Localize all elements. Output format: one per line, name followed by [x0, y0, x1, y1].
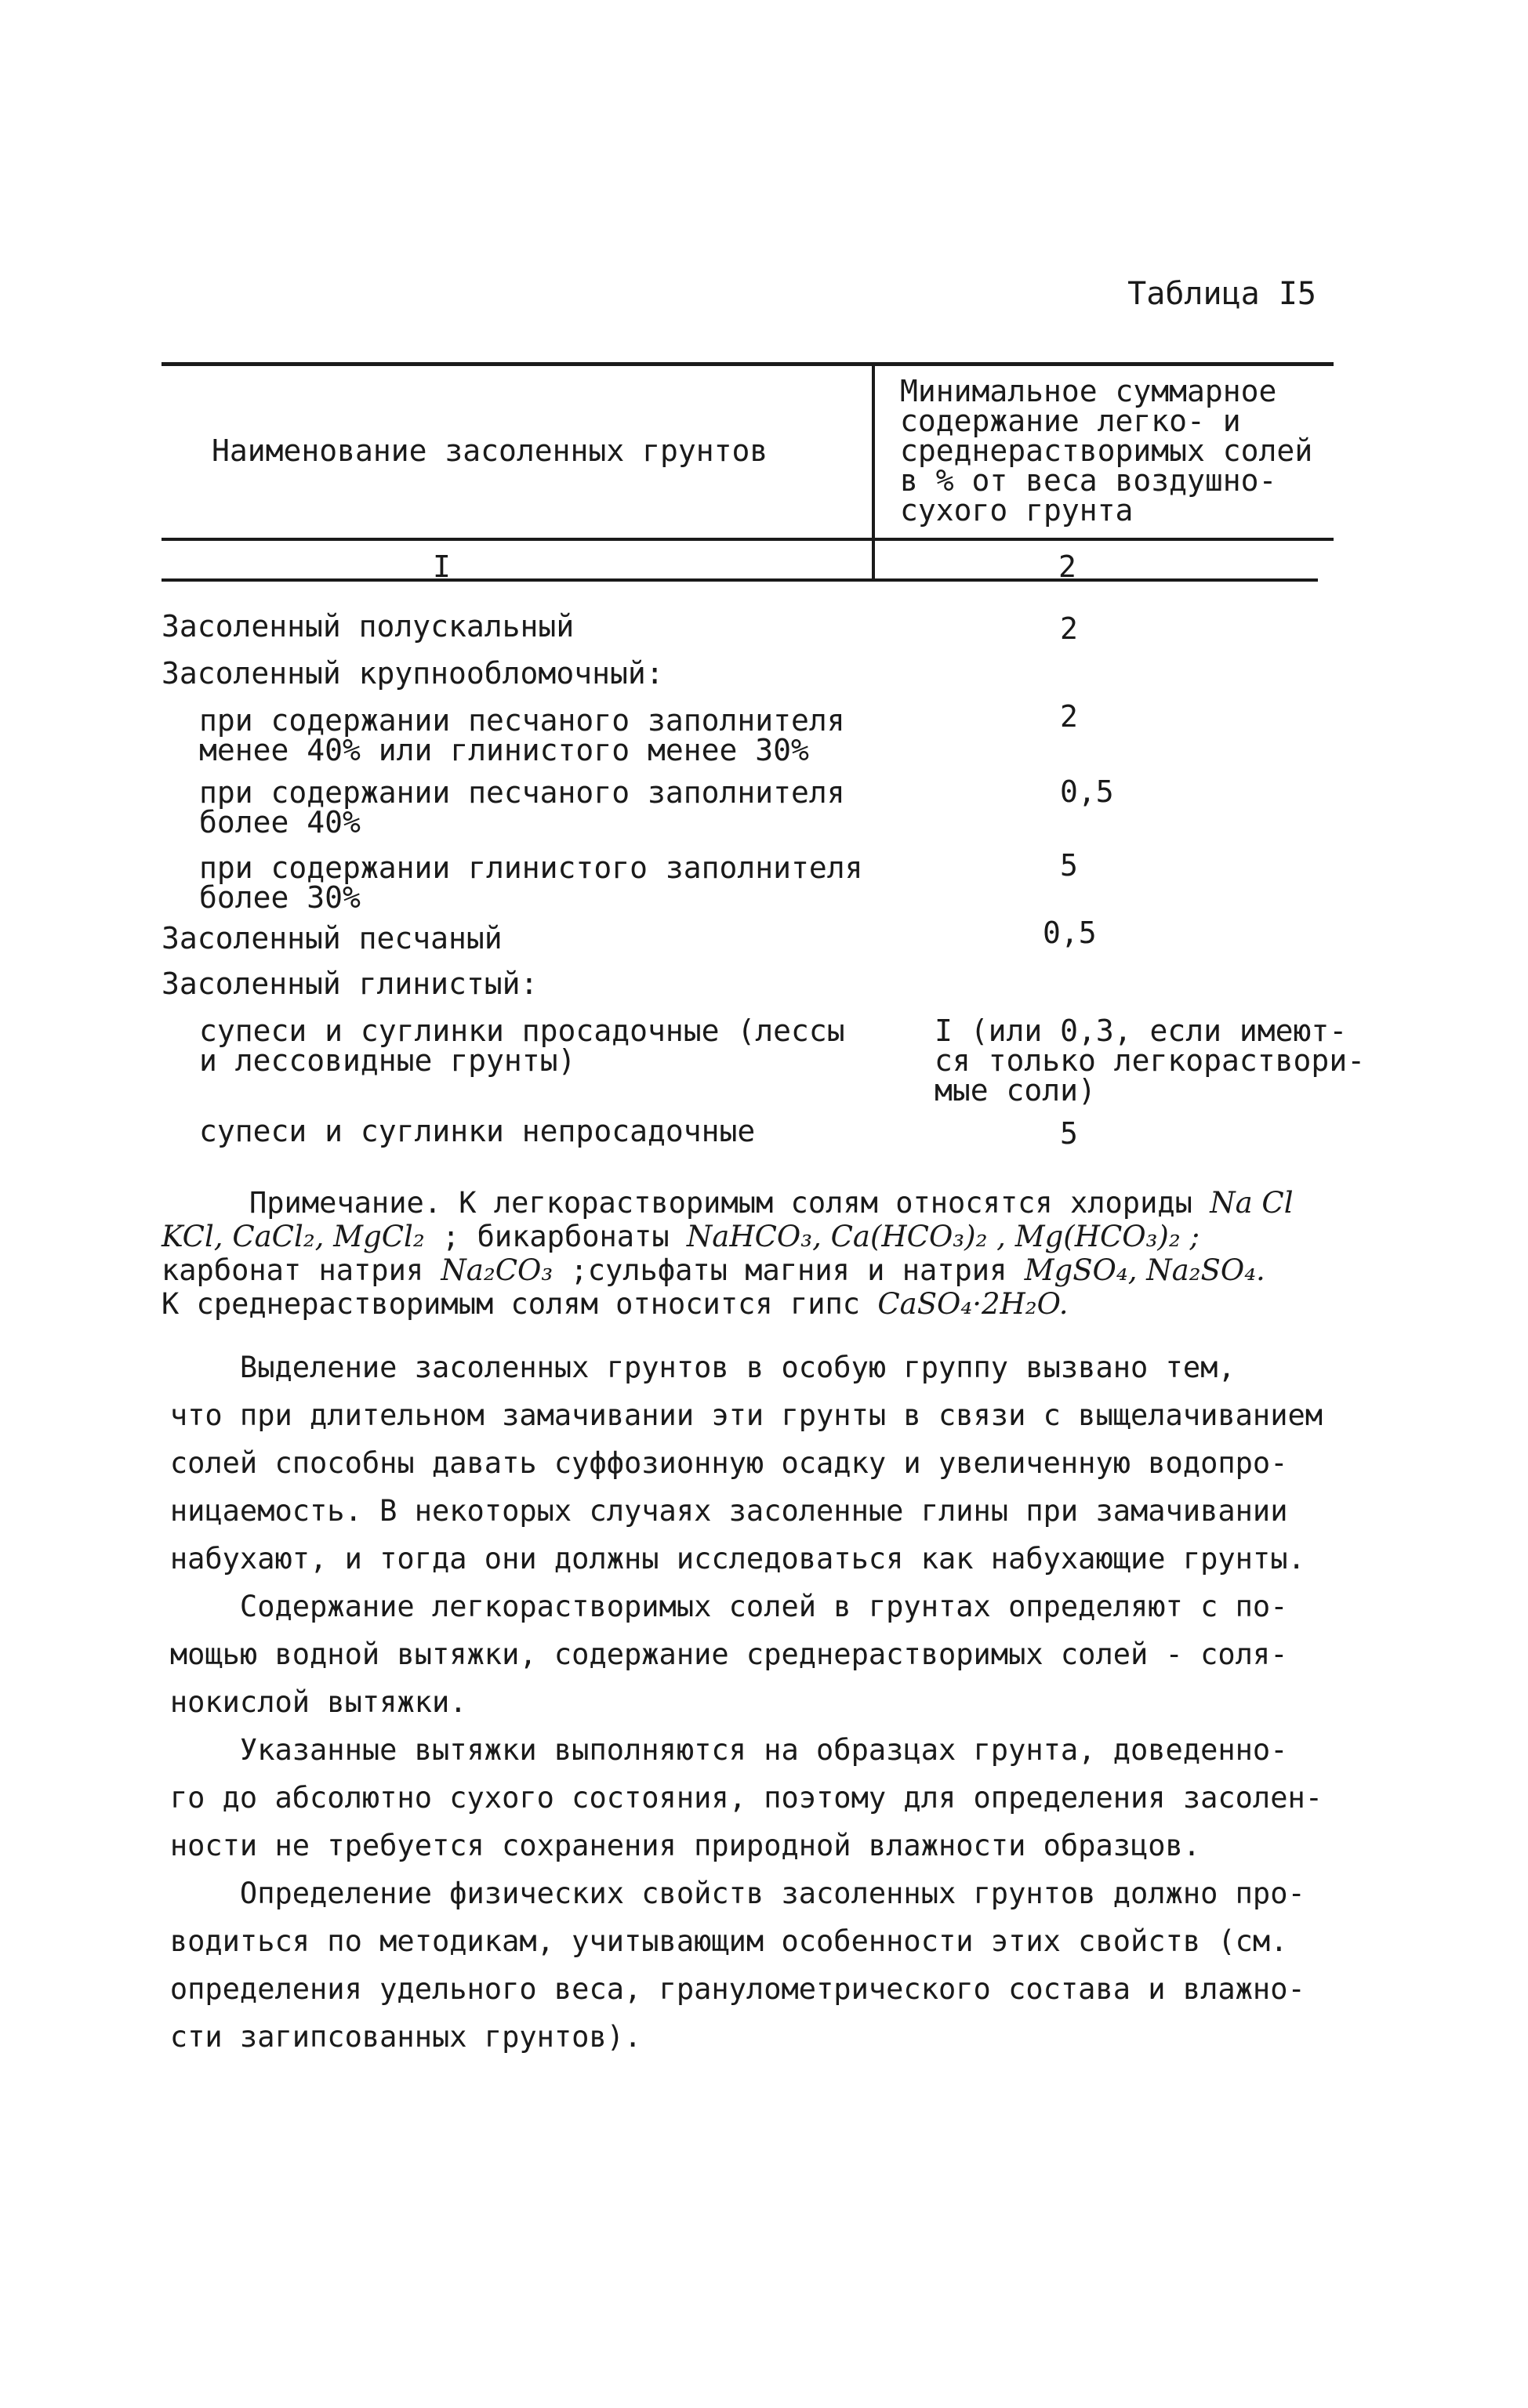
paragraph-line: го до абсолютно сухого состояния, поэтому для определения засолен-: [118, 1781, 1323, 1815]
note-line: [162, 1253, 1385, 1287]
col-number-1: I: [433, 549, 451, 584]
table-row: [162, 921, 503, 956]
note-line: [162, 1287, 1385, 1321]
row-label: более 40%: [199, 805, 361, 840]
row-value: 0,5: [1060, 774, 1114, 809]
note-line: [162, 1222, 1385, 1251]
note-formula: Na Cl: [1210, 1186, 1294, 1220]
note-text: ; бикарбонаты: [442, 1220, 670, 1253]
note-formula: KCl, CaCl₂, MgCl₂: [162, 1220, 425, 1253]
row-label: менее 40% или глинистого менее 30%: [199, 733, 809, 767]
row-label: Засоленный крупнообломочный:: [162, 656, 664, 691]
table-note: [162, 1186, 1385, 1321]
row-value-line: ся только легкораствори-: [935, 1043, 1366, 1078]
table-row: [162, 656, 664, 691]
table-caption: Таблица I5: [1127, 276, 1316, 312]
row-label: Засоленный полускальный: [162, 609, 575, 644]
header-col2-line: среднерастворимых солей: [900, 433, 1313, 468]
row-value: 5: [1060, 848, 1078, 883]
table-row: [199, 775, 845, 840]
row-label: супеси и суглинки непросадочные: [199, 1114, 756, 1148]
paragraph-line: набухают, и тогда они должны исследоваться как набухающие грунты.: [118, 1542, 1305, 1576]
paragraph-line: водиться по методикам, учитывающим особенности этих свойств (см.: [118, 1924, 1288, 1958]
paragraph-line: Определение физических свойств засоленных грунтов должно про-: [118, 1877, 1305, 1910]
paragraph-line: ницаемость. В некоторых случаях засоленные глины при замачивании: [118, 1494, 1288, 1528]
body-text: [118, 1344, 1323, 2061]
row-value: 5: [1060, 1116, 1078, 1151]
header-col2-line: Минимальное суммарное: [900, 374, 1277, 408]
table-top-rule: [162, 362, 1334, 366]
note-formula: MgSO₄, Na₂SO₄.: [1024, 1253, 1265, 1287]
paragraph-line: Выделение засоленных грунтов в особую группу вызвано тем,: [118, 1351, 1236, 1384]
paragraph: [118, 1869, 1323, 2061]
paragraph-line: солей способны давать суффозионную осадку и увеличенную водопро-: [118, 1446, 1288, 1480]
row-label: супеси и суглинки просадочные (лессы: [199, 1014, 845, 1048]
paragraph-line: Содержание легкорастворимых солей в грунтах определяют с по-: [118, 1590, 1288, 1623]
paragraph-line: ности не требуется сохранения природной влажности образцов.: [118, 1829, 1201, 1862]
row-label: при содержании глинистого заполнителя: [199, 850, 863, 885]
note-text: карбонат натрия: [162, 1253, 424, 1287]
header-col2: [900, 374, 1313, 528]
note-text: Примечание. К легкорастворимым солям относятся хлориды: [249, 1186, 1192, 1220]
note-formula: CaSO₄·2H₂O.: [877, 1287, 1069, 1321]
paragraph-line: что при длительном замачивании эти грунты в связи с выщелачиванием: [118, 1398, 1323, 1432]
note-text: К среднерастворимым солям относится гипс: [162, 1287, 861, 1321]
note-formula: Na₂CO₃: [441, 1253, 553, 1287]
column-numbers-rule: [162, 578, 1318, 582]
paragraph-line: определения удельного веса, гранулометрического состава и влажно-: [118, 1972, 1305, 2006]
paragraph-line: нокислой вытяжки.: [118, 1685, 467, 1719]
paragraph-line: сти загипсованных грунтов).: [118, 2020, 642, 2054]
row-label: при содержании песчаного заполнителя: [199, 703, 845, 738]
paragraph: [118, 1344, 1323, 1583]
table-row: [199, 1116, 755, 1146]
row-value: [935, 1014, 1366, 1108]
header-col2-line: в % от веса воздушно-: [900, 463, 1277, 498]
row-value: 2: [1060, 611, 1078, 646]
paragraph-line: Указанные вытяжки выполняются на образцах грунта, доведенно-: [118, 1733, 1288, 1767]
col-number-2: 2: [1058, 549, 1076, 584]
row-label: Засоленный глинистый:: [162, 966, 539, 1001]
note-line: [162, 1186, 1385, 1220]
row-label: Засоленный песчаный: [162, 921, 503, 956]
header-col1: Наименование засоленных грунтов: [212, 433, 768, 468]
table-row: [162, 609, 575, 644]
row-value: 2: [1060, 699, 1078, 734]
header-col2-line: сухого грунта: [900, 493, 1134, 528]
table-row: [162, 966, 539, 1001]
table-row: [199, 850, 863, 915]
row-value: 0,5: [1043, 916, 1097, 950]
row-value-line: мые соли): [935, 1073, 1096, 1108]
row-label: и лессовидные грунты): [199, 1043, 576, 1078]
row-label: при содержании песчаного заполнителя: [199, 775, 845, 810]
note-text: ;сульфаты магния и натрия: [570, 1253, 1007, 1287]
paragraph: [118, 1583, 1323, 1726]
header-col2-line: содержание легко- и: [900, 404, 1241, 438]
row-label: более 30%: [199, 880, 361, 915]
table-row: [199, 1014, 845, 1078]
row-value-line: I (или 0,3, если имеют-: [935, 1014, 1348, 1048]
table-column-divider: [872, 362, 875, 582]
table-row: [199, 705, 845, 765]
paragraph-line: мощью водной вытяжки, содержание среднерастворимых солей - соля-: [118, 1637, 1288, 1671]
header-bottom-rule: [162, 538, 1334, 541]
note-formula: NaHCO₃, Ca(HCO₃)₂ , Mg(HCO₃)₂ ;: [686, 1220, 1200, 1253]
paragraph: [118, 1726, 1323, 1869]
